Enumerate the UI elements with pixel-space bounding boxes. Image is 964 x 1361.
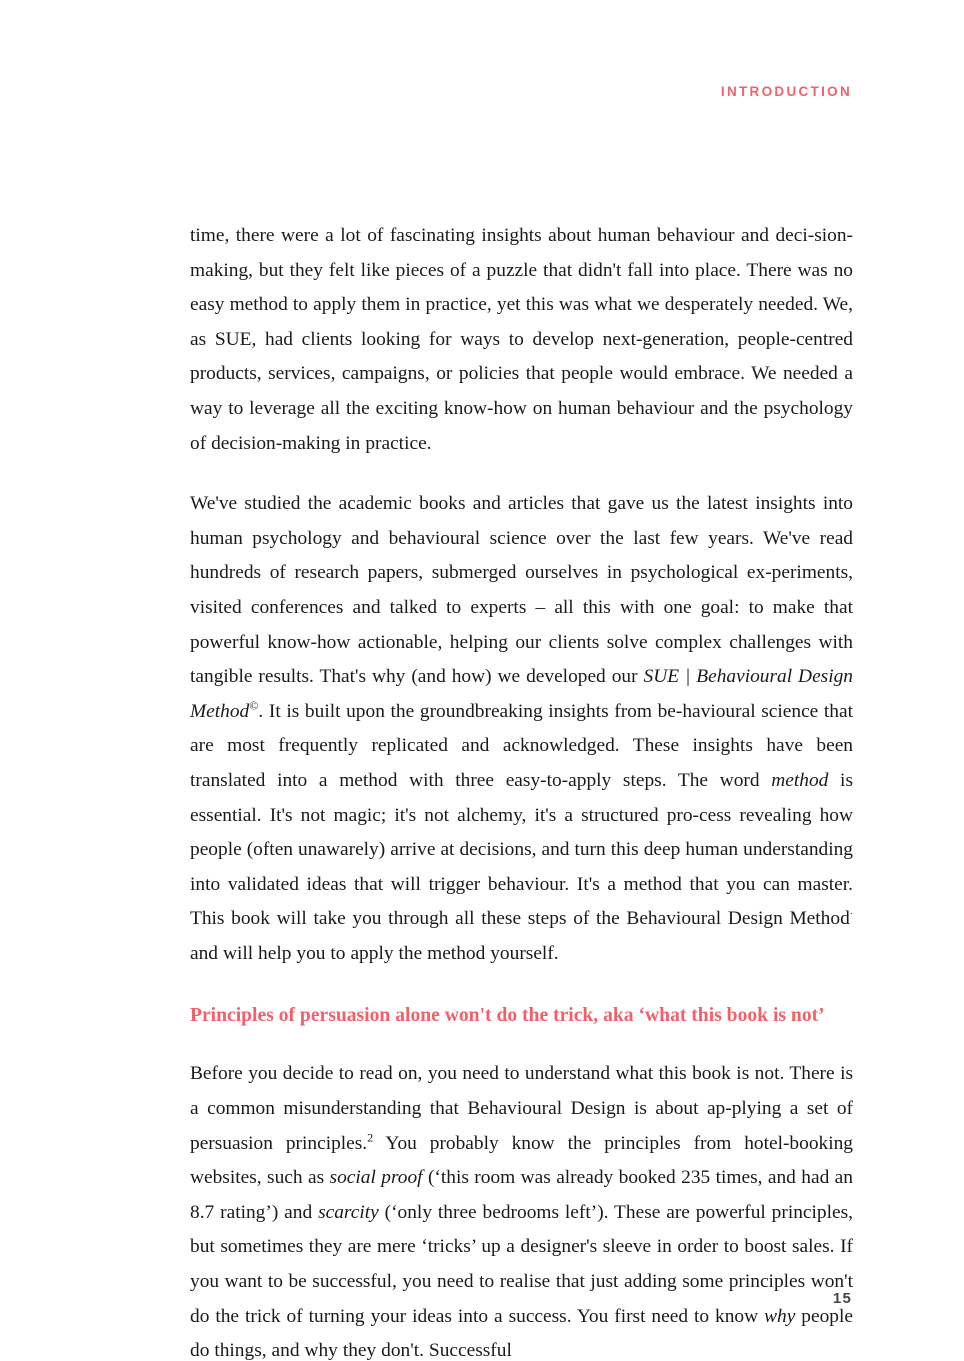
paragraph-1: time, there were a lot of fascinating insights about human behaviour and deci-sion-making, but they felt like pieces of a puzzle that didn't fall into place. There was no easy method to apply them in practice, yet this was what we desperately needed. We, as SUE, had clients looking for ways to develop next-generation, people-centred products, services, campaigns, or policies that people would embrace. We needed a way to leverage all the exciting know-how on human behaviour and the psychology of decision-making in practice.: [190, 225, 853, 454]
copyright-mark: ©: [249, 698, 259, 713]
section-heading: Principles of persuasion alone won't do the trick, aka ‘what this book is not’: [190, 1005, 825, 1027]
paragraph-3: [190, 1057, 853, 1361]
paragraph-3-part-3: (‘this room was already booked 235 times, and had an 8.7 rating’) and: [190, 1167, 853, 1223]
footnote-reference: 2: [367, 1130, 374, 1145]
paragraph-3-part-2: You probably know the principles from hotel-booking websites, such as: [190, 1132, 853, 1189]
emphasis-sue-behavioural-design-method: SUE | Behavioural Design Method: [190, 666, 853, 722]
paragraph-3-part-4: (‘only three bedrooms left’). These are powerful principles, but sometimes they are mere ‘tricks’ up a designer's sleeve in order to boost sales. If you want to be successful, you need to realise that just adding some principles won't do the trick of turning your ideas into a success. You first need to know: [190, 1201, 853, 1327]
paragraph-2-part-4: and will help you to apply the method yourself.: [190, 942, 559, 964]
running-head: INTRODUCTION: [720, 84, 852, 99]
paragraph-2-part-3: is essential. It's not magic; it's not alchemy, it's a structured pro-cess revealing how people (often unawarely) arrive at decisions, and turn this deep human understanding into validated ideas that will trigger behaviour. It's a method that you can master. This book will take you through all these steps of the Behavioural Design Method: [190, 769, 853, 930]
paragraph-3-part-1: Before you decide to read on, you need to understand what this book is not. There is a common misunderstanding that Behavioural Design is about ap-plying a set of persuasion principles.: [190, 1063, 853, 1154]
paragraph-2-part-2: . It is built upon the groundbreaking insights from be-havioural science that are most frequently replicated and acknowledged. These insights have been translated into a method with three easy-to-apply steps. The word: [190, 700, 853, 791]
emphasis-method: method: [771, 769, 829, 791]
trailing-mark: ·: [849, 908, 853, 920]
emphasis-why: why: [764, 1305, 796, 1327]
emphasis-social-proof: social proof: [329, 1167, 423, 1189]
page-number: 15: [832, 1290, 852, 1307]
paragraph-2-part-1: We've studied the academic books and articles that gave us the latest insights into human psychology and behavioural science over the last few years. We've read hundreds of research papers, submerged ourselves in psychological ex-periments, visited conferences and talked to experts – all this with one goal: to make that powerful know-how actionable, helping our clients solve complex challenges with tangible results. That's why (and how) we developed our: [190, 493, 853, 688]
text-column: [190, 219, 853, 1361]
paragraph-3-part-5: people do things, and why they don't. Successful: [190, 1305, 853, 1361]
paragraph-2: [190, 487, 853, 971]
emphasis-scarcity: scarcity: [318, 1201, 379, 1223]
